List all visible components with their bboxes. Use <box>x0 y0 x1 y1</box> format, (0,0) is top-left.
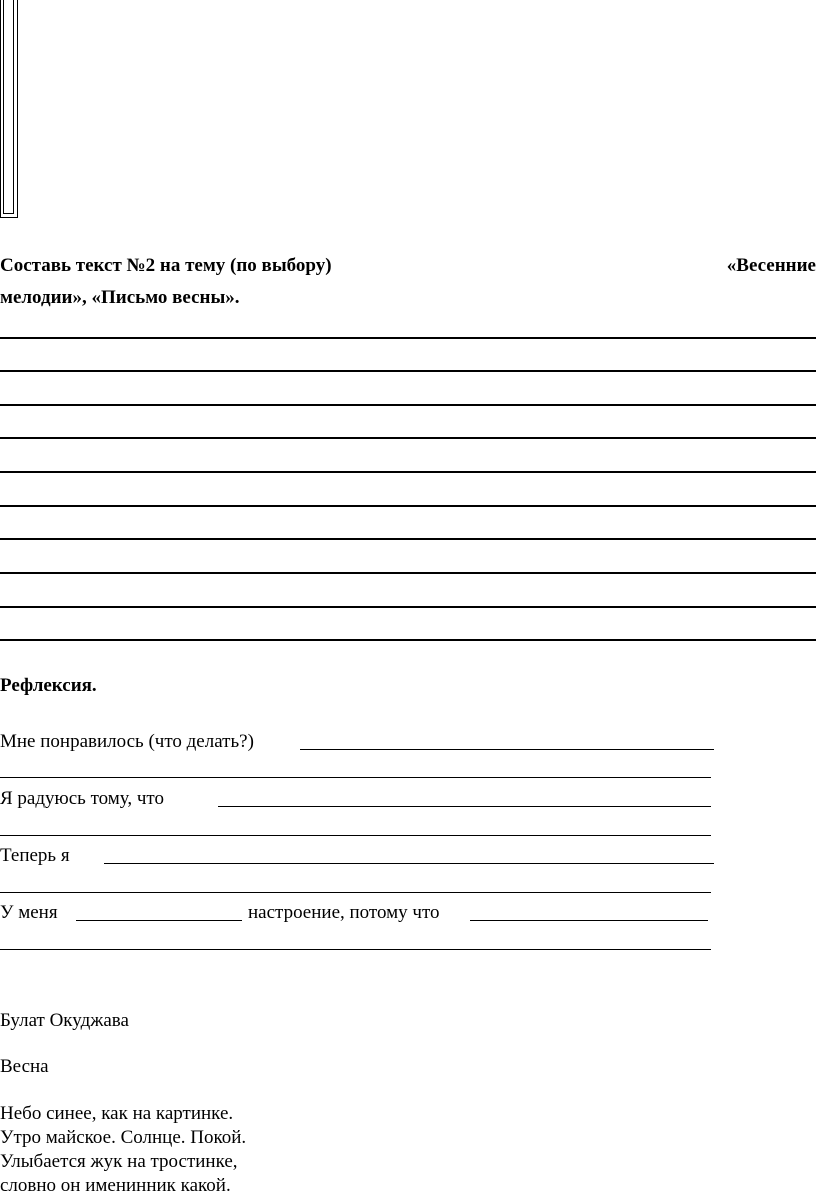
reflection-prompt-now: Теперь я <box>0 845 70 866</box>
task-heading-row-1 <box>0 250 816 282</box>
image-frame <box>0 0 18 218</box>
answer-line-liked-2[interactable] <box>0 777 711 778</box>
poem-line-1: Небо синее, как на картинке. <box>0 1103 234 1124</box>
writing-line-5[interactable] <box>0 471 816 473</box>
task-heading-right: «Весенние <box>726 255 816 276</box>
task-heading-continuation: мелодии», «Письмо весны». <box>0 287 240 308</box>
answer-line-reason-2[interactable] <box>0 949 711 950</box>
reflection-prompt-mood-b: настроение, потому что <box>248 902 440 923</box>
answer-line-glad[interactable] <box>218 806 711 807</box>
task-heading-left: Составь текст №2 на тему (по выбору) <box>0 255 332 276</box>
writing-line-9[interactable] <box>0 606 816 608</box>
writing-line-1[interactable] <box>0 337 816 339</box>
answer-line-reason[interactable] <box>470 920 708 921</box>
reflection-prompt-glad: Я радуюсь тому, что <box>0 788 164 809</box>
answer-line-glad-2[interactable] <box>0 835 711 836</box>
poem-line-3: Улыбается жук на тростинке, <box>0 1151 238 1172</box>
poem-line-4: словно он именинник какой. <box>0 1175 231 1196</box>
writing-line-2[interactable] <box>0 370 816 372</box>
writing-line-7[interactable] <box>0 538 816 540</box>
reflection-title: Рефлексия. <box>0 675 97 696</box>
reflection-prompt-mood <box>0 901 58 925</box>
writing-line-3[interactable] <box>0 404 816 406</box>
answer-line-now[interactable] <box>104 863 714 864</box>
poem-author: Булат Окуджава <box>0 1010 129 1031</box>
task-heading-row-2 <box>0 282 816 314</box>
task-heading <box>0 250 816 314</box>
poem-line-2: Утро майское. Солнце. Покой. <box>0 1127 247 1148</box>
answer-line-now-2[interactable] <box>0 892 711 893</box>
reflection-prompt-mood-a: У меня <box>0 902 58 923</box>
answer-line-liked[interactable] <box>300 749 714 750</box>
writing-line-8[interactable] <box>0 572 816 574</box>
writing-line-6[interactable] <box>0 505 816 507</box>
answer-line-mood[interactable] <box>76 920 242 921</box>
poem-body <box>0 1102 246 1198</box>
reflection-prompt-liked: Мне понравилось (что делать?) <box>0 731 254 752</box>
image-frame-inner <box>3 0 14 214</box>
poem-title: Весна <box>0 1056 49 1077</box>
writing-line-4[interactable] <box>0 437 816 439</box>
writing-line-10[interactable] <box>0 639 816 641</box>
